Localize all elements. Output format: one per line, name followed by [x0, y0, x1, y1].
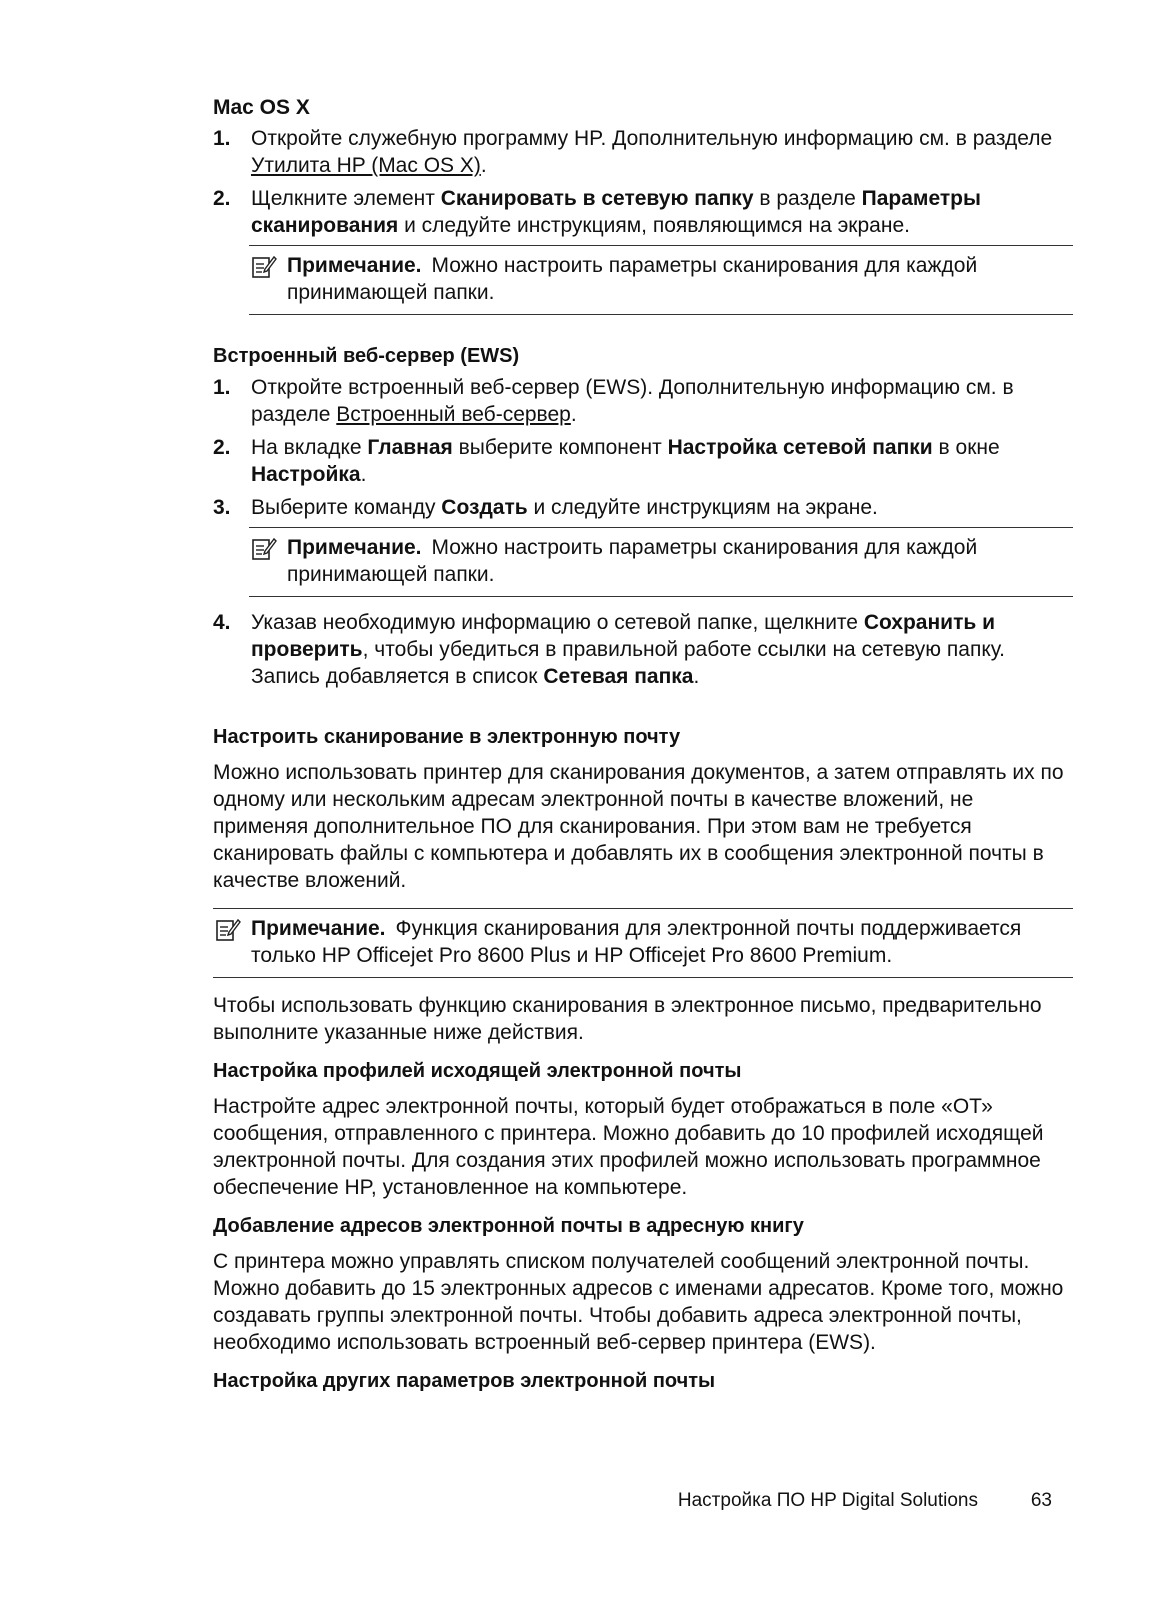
heading-address-book: Добавление адресов электронной почты в адресную книгу	[213, 1215, 804, 1237]
paragraph-email-pre: Чтобы использовать функцию сканирования в электронное письмо, предварительно выполните указанные ниже действия.	[213, 994, 1042, 1044]
heading-scan-to-email: Настроить сканирование в электронную почту	[213, 726, 681, 748]
note-text: Можно настроить параметры сканирования для каждой принимающей папки.	[287, 536, 978, 586]
note-label: Примечание.	[287, 254, 422, 277]
ews-step-1: 1. Откройте встроенный веб-сервер (EWS). Дополнительную информацию см. в разделе Встроенный веб-сервер.	[213, 376, 1014, 426]
note-box-mac	[249, 245, 1073, 315]
note-icon	[251, 536, 277, 562]
paragraph-address-book: С принтера можно управлять списком получателей сообщений электронной почты. Можно добавить до 15 электронных адресов с именами адресатов. Кроме того, можно создавать группы электронной почты. Чтобы добавить адреса электронной почты, необходимо использовать встроенный веб-сервер принтера (EWS).	[213, 1250, 1064, 1354]
note-text: Можно настроить параметры сканирования для каждой принимающей папки.	[287, 254, 978, 304]
note-label: Примечание.	[287, 536, 422, 559]
heading-outgoing-profiles: Настройка профилей исходящей электронной почты	[213, 1060, 742, 1082]
heading-other-email-settings: Настройка других параметров электронной почты	[213, 1370, 716, 1392]
note-box-ews	[249, 527, 1073, 597]
page-number: 63	[1030, 1490, 1052, 1511]
heading-mac-os-x: Mac OS X	[213, 96, 310, 119]
paragraph-email-intro: Можно использовать принтер для сканирования документов, а затем отправлять их по одному или нескольким адресам электронной почты в качестве вложений, не применяя дополнительное ПО для сканирования. При этом вам не требуется сканировать файлы с компьютера и добавлять их в сообщения электронной почты в качестве вложений.	[213, 761, 1064, 892]
note-icon	[251, 254, 277, 280]
heading-ews: Встроенный веб-сервер (EWS)	[213, 345, 520, 367]
note-text: Функция сканирования для электронной почты поддерживается только HP Officejet Pro 8600 Plus и HP Officejet Pro 8600 Premium.	[251, 917, 1022, 967]
ews-steps	[213, 374, 1073, 521]
mac-step-1: 1. Откройте служебную программу HP. Дополнительную информацию см. в разделе Утилита HP (Mac OS X).	[213, 127, 1053, 177]
ews-step-4: 4. Указав необходимую информацию о сетевой папке, щелкните Сохранить и проверить, чтобы убедиться в правильной работе ссылки на сетевую папку. Запись добавляется в список Сетевая папка.	[213, 611, 1005, 688]
ews-steps-cont	[213, 609, 1073, 690]
page-content	[213, 94, 1073, 1395]
paragraph-outgoing-profiles: Настройте адрес электронной почты, который будет отображаться в поле «ОТ» сообщения, отправленного с принтера. Можно добавить до 10 профилей исходящей электронной почты. Для создания этих профилей можно использовать программное обеспечение HP, установленное на компьютере.	[213, 1095, 1044, 1199]
ews-step-2: 2. На вкладке Главная выберите компонент Настройка сетевой папки в окне Настройка.	[213, 436, 1000, 486]
note-box-email	[213, 908, 1073, 978]
note-label: Примечание.	[251, 917, 386, 940]
link-hp-utility[interactable]: Утилита HP (Mac OS X)	[251, 154, 481, 177]
mac-steps	[213, 125, 1073, 239]
ews-step-3: 3. Выберите команду Создать и следуйте инструкциям на экране.	[213, 496, 878, 519]
note-icon	[215, 917, 241, 943]
link-embedded-web-server[interactable]: Встроенный веб-сервер	[336, 403, 571, 426]
mac-step-2: 2. Щелкните элемент Сканировать в сетевую папку в разделе Параметры сканирования и следуйте инструкциям, появляющимся на экране.	[213, 187, 981, 237]
footer-title: Настройка ПО HP Digital Solutions	[677, 1490, 978, 1511]
